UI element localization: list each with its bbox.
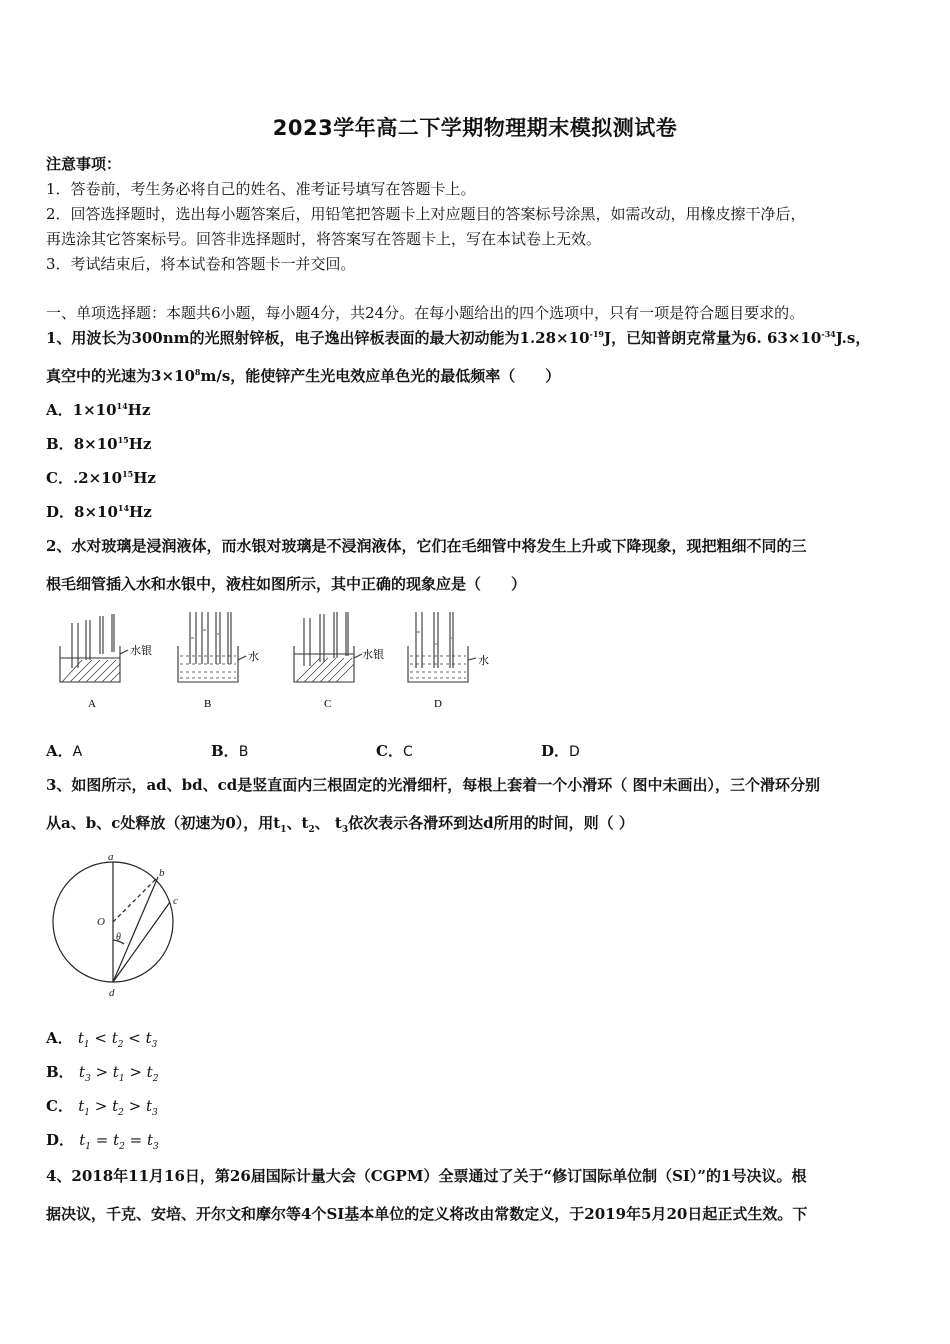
q1-exp: 8 xyxy=(194,367,201,377)
option-unit: Hz xyxy=(128,435,152,453)
option-unit: Hz xyxy=(133,469,156,487)
fig2-caption: D xyxy=(434,698,442,710)
section-heading: 一、单项选择题：本题共6小题，每小题4分，共24分。在每小题给出的四个选项中，只有一项是符合题目要求的。 xyxy=(46,304,805,322)
fig3-point-label: O xyxy=(97,916,105,928)
question-4-line-2: 据决议，千克、安培、开尔文和摩尔等4个SI基本单位的定义将改由常数定义，于2019年5月20日起正式生效。下 xyxy=(46,1205,808,1223)
fig3-angle-label: θ xyxy=(116,932,121,943)
notice-item: 再选涂其它答案标号。回答非选择题时，将答案写在答题卡上，写在本试卷上无效。 xyxy=(46,230,602,248)
q3-option-d[interactable] xyxy=(46,1129,159,1150)
option-label: C． xyxy=(46,1097,73,1115)
option-exp: 14 xyxy=(116,401,128,411)
q2-option-a[interactable] xyxy=(46,740,82,761)
question-4-line-1: 4、2018年11月16日，第26届国际计量大会（CGPM）全票通过了关于“修订国际单位制（SI）”的1号决议。根 xyxy=(46,1167,807,1185)
notice-item: 1．答卷前，考生务必将自己的姓名、准考证号填写在答题卡上。 xyxy=(46,180,476,198)
q3-sub: 2 xyxy=(308,825,315,835)
option-exp: 14 xyxy=(117,503,130,513)
option-value: C xyxy=(402,744,413,760)
q3-text: 、t xyxy=(286,814,309,832)
q3-option-a[interactable] xyxy=(46,1027,157,1048)
question-1-line-2 xyxy=(46,365,560,386)
q1-exp: -19 xyxy=(589,329,604,339)
option-value: A xyxy=(72,744,83,760)
q3-text: 、 t xyxy=(314,814,342,832)
option-label: C． xyxy=(376,742,403,760)
page-title: 2023学年高二下学期物理期末模拟测试卷 xyxy=(272,116,678,140)
q1-option-d[interactable] xyxy=(46,501,152,522)
fig3-point-label: c xyxy=(173,895,178,907)
option-value: .2×10 xyxy=(72,469,123,487)
q1-text: 1、用波长为300nm的光照射锌板，电子逸出锌板表面的最大初动能为1.28×10 xyxy=(46,329,590,347)
option-label: B． xyxy=(46,435,74,453)
q1-option-c[interactable] xyxy=(46,467,156,488)
option-exp: 15 xyxy=(122,469,134,479)
notice-item: 3．考试结束后，将本试卷和答题卡一并交回。 xyxy=(46,255,356,273)
fig2-liquid-label: 水 xyxy=(478,655,489,667)
fig2-liquid-label: 水银 xyxy=(130,645,152,657)
question-2-line-2: 根毛细管插入水和水银中，液柱如图所示，其中正确的现象应是（ ） xyxy=(46,575,527,593)
question-2-line-1: 2、水对玻璃是浸润液体，而水银对玻璃是不浸润液体，它们在毛细管中将发生上升或下降现象，现把粗细不同的三 xyxy=(46,537,807,555)
q1-exp: -34 xyxy=(821,329,836,339)
option-value: 8×10 xyxy=(74,503,118,521)
q1-option-a[interactable] xyxy=(46,399,150,420)
option-formula: $t_1 = t_2 = t_3$ xyxy=(79,1131,159,1152)
fig3-point-label: b xyxy=(159,867,165,879)
notice-heading: 注意事项： xyxy=(46,155,122,173)
q1-option-b[interactable] xyxy=(46,433,151,454)
q2-option-d[interactable] xyxy=(541,740,580,761)
q2-option-b[interactable] xyxy=(211,740,248,761)
option-value: B xyxy=(238,744,249,760)
q3-sub: 3 xyxy=(341,825,349,835)
option-value: 1×10 xyxy=(72,401,117,419)
notice-item: 2．回答选择题时，选出每小题答案后，用铅笔把答题卡上对应题目的答案标号涂黑，如需改动，用橡皮擦干净后， xyxy=(46,205,806,223)
fig2-caption: C xyxy=(324,698,332,710)
fig2-caption: A xyxy=(88,698,96,710)
q1-text: J，已知普朗克常量为6. 63×10 xyxy=(603,329,822,347)
q1-text: 真空中的光速为3×10 xyxy=(46,367,195,385)
option-unit: Hz xyxy=(127,401,151,419)
option-label: A． xyxy=(46,401,73,419)
option-formula: $t_3 > t_1 > t_2$ xyxy=(78,1063,159,1084)
capillary-figure xyxy=(52,608,502,714)
option-unit: Hz xyxy=(129,503,152,521)
option-label: D． xyxy=(46,503,75,521)
circle-figure xyxy=(48,850,198,1000)
question-3-line-2 xyxy=(46,812,634,833)
option-label: B． xyxy=(211,742,239,760)
fig2-caption: B xyxy=(204,698,212,710)
q2-option-c[interactable] xyxy=(376,740,413,761)
q3-option-c[interactable] xyxy=(46,1095,158,1116)
option-label: A． xyxy=(46,742,73,760)
q3-option-b[interactable] xyxy=(46,1061,158,1082)
question-1-line-1 xyxy=(46,327,870,348)
fig3-point-label: a xyxy=(108,851,114,863)
question-3-line-1: 3、如图所示，ad、bd、cd是竖直面内三根固定的光滑细杆，每根上套着一个小滑环（ 图中未画出），三个滑环分别 xyxy=(46,776,820,794)
option-value: D xyxy=(569,744,580,760)
option-formula: $t_1 > t_2 > t_3$ xyxy=(78,1097,158,1118)
fig2-liquid-label: 水 xyxy=(248,651,259,663)
option-label: D． xyxy=(541,742,570,760)
option-label: D． xyxy=(46,1131,75,1149)
option-label: A． xyxy=(46,1029,73,1047)
option-label: B． xyxy=(46,1063,74,1081)
fig2-liquid-label: 水银 xyxy=(362,649,384,661)
fig3-point-label: d xyxy=(109,987,115,999)
q3-text: 依次表示各滑环到达d所用的时间，则（ ） xyxy=(348,814,634,832)
option-formula: $t_1 < t_2 < t_3$ xyxy=(77,1029,158,1050)
option-exp: 15 xyxy=(117,435,129,445)
q3-sub: 1 xyxy=(280,825,287,835)
q1-text: J.s， xyxy=(835,329,871,347)
option-value: 8×10 xyxy=(73,435,118,453)
q1-text: m/s，能使锌产生光电效应单色光的最低频率（ ） xyxy=(200,367,561,385)
option-label: C． xyxy=(46,469,73,487)
q3-text: 从a、b、c处释放（初速为0），用t xyxy=(46,814,281,832)
